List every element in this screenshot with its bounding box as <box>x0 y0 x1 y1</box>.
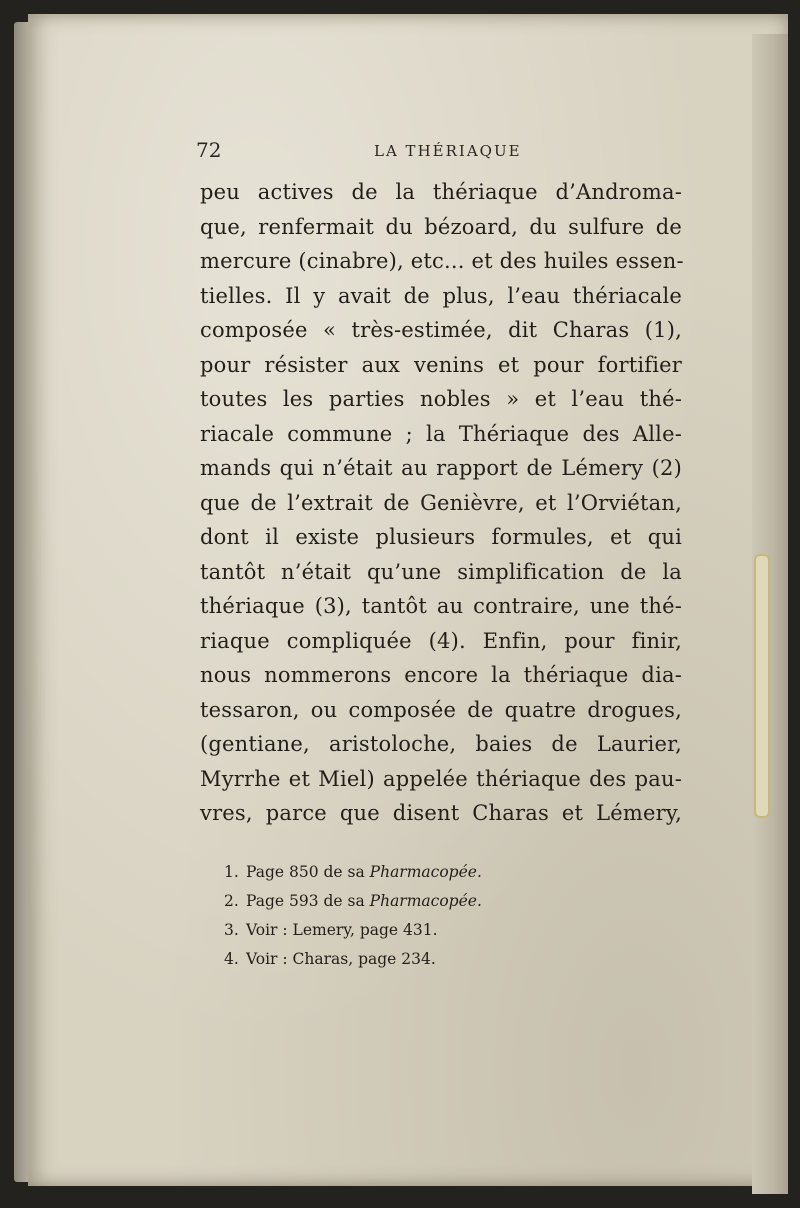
footnote-text: Page 850 de sa <box>246 863 370 881</box>
footnote-italic: Pharmacopée. <box>369 863 482 881</box>
text-line: que de l’extrait de Genièvre, et l’Orviétan, <box>200 490 682 515</box>
footnote-4 <box>224 945 524 974</box>
footnote-text: Page 593 de sa <box>246 892 370 910</box>
text-line-last: vres, parce que disent Charas et Lémery, <box>200 801 682 825</box>
text-line: nous nommerons encore la thériaque dia- <box>200 663 682 687</box>
running-title: LA THÉRIAQUE <box>374 142 522 160</box>
footnote-3 <box>224 916 524 945</box>
text-line: toutes les parties nobles » et l’eau thé- <box>200 387 682 411</box>
text-line: composée « très-estimée, dit Charas (1), <box>200 318 682 342</box>
text-line: dont il existe plusieurs formules, et qui <box>200 525 682 549</box>
text-line: mands qui n’était au rapport de Lémery (2) <box>200 456 682 480</box>
text-line: Myrrhe et Miel) appelée thériaque des pau- <box>200 766 682 791</box>
body-text <box>200 175 682 831</box>
text-line: thériaque (3), tantôt au contraire, une thé- <box>200 594 682 618</box>
footnote-number: 3. <box>224 921 239 939</box>
footnotes <box>224 858 524 974</box>
footnote-number: 1. <box>224 863 239 881</box>
footnote-text: Voir : Charas, page 234. <box>246 950 436 968</box>
text-line: riaque compliquée (4). Enfin, pour finir, <box>200 628 682 653</box>
footnote-text: Voir : Lemery, page 431. <box>246 921 438 939</box>
footnote-number: 4. <box>224 950 239 968</box>
footnote-1 <box>224 858 524 887</box>
text-line: tielles. Il y avait de plus, l’eau thériacale <box>200 283 682 308</box>
page-number: 72 <box>196 138 222 162</box>
footnote-number: 2. <box>224 892 239 910</box>
text-line: tessaron, ou composée de quatre drogues, <box>200 697 682 722</box>
text-line: mercure (cinabre), etc... et des huiles essen- <box>200 249 684 273</box>
bookmark-tab <box>754 554 770 818</box>
text-line: riacale commune ; la Thériaque des Alle- <box>200 421 682 446</box>
text-line: tantôt n’était qu’une simplification de la <box>200 559 682 584</box>
page-header <box>196 138 680 166</box>
text-line: (gentiane, aristoloche, baies de Laurier, <box>200 732 682 756</box>
text-line: pour résister aux venins et pour fortifier <box>200 352 682 377</box>
text-line: peu actives de la thériaque d’Androma- <box>200 180 682 204</box>
footnote-2 <box>224 887 524 916</box>
footnote-italic: Pharmacopée. <box>369 892 482 910</box>
text-line: que, renfermait du bézoard, du sulfure de <box>200 214 682 239</box>
